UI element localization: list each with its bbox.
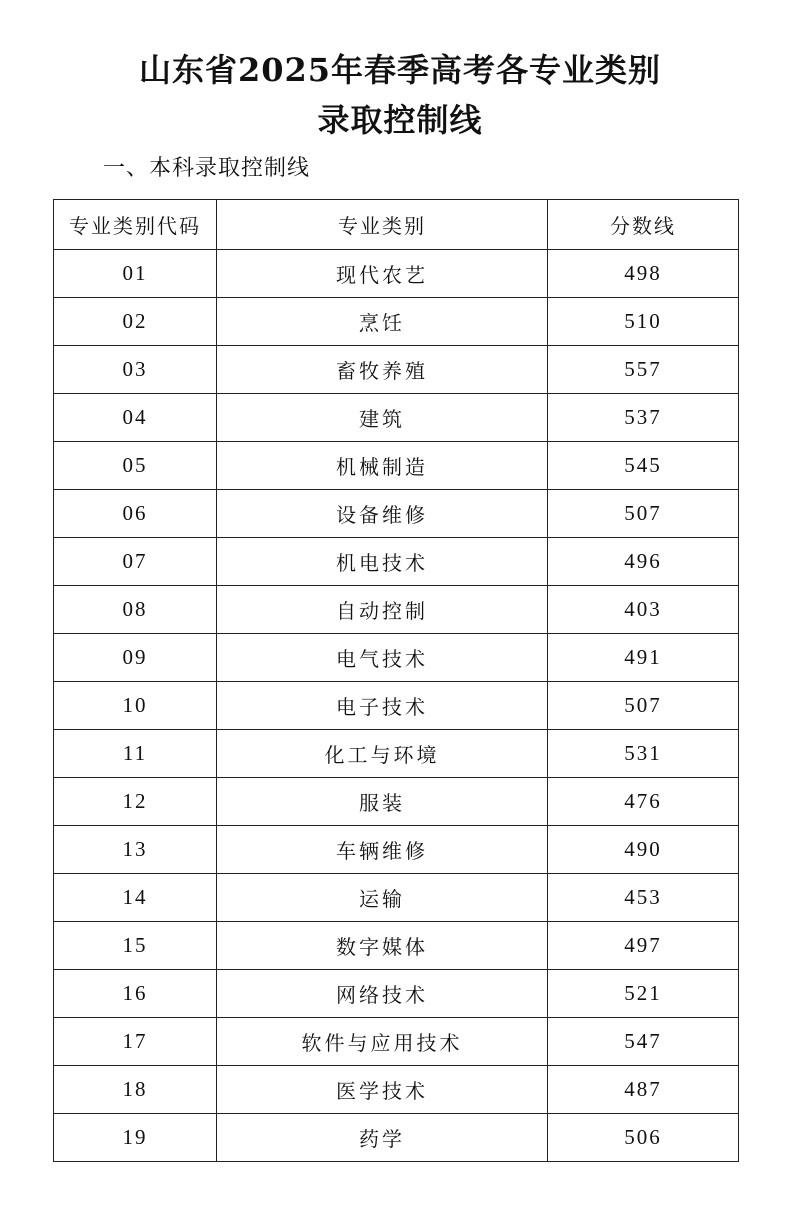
category-cell: 药学 bbox=[217, 1114, 548, 1162]
category-cell: 机电技术 bbox=[217, 538, 548, 586]
code-cell: 04 bbox=[54, 394, 217, 442]
table-row bbox=[54, 490, 739, 538]
category-cell: 电子技术 bbox=[217, 682, 548, 730]
score-cell: 491 bbox=[548, 634, 739, 682]
category-cell: 现代农艺 bbox=[217, 250, 548, 298]
score-cell: 498 bbox=[548, 250, 739, 298]
table-row bbox=[54, 634, 739, 682]
code-cell: 10 bbox=[54, 682, 217, 730]
document-title-line-1: 山东省2025年春季高考各专业类别 bbox=[138, 51, 662, 89]
category-cell: 机械制造 bbox=[217, 442, 548, 490]
category-cell: 建筑 bbox=[217, 394, 548, 442]
table-row bbox=[54, 538, 739, 586]
section-heading: 一、本科录取控制线 bbox=[103, 156, 311, 181]
score-cell: 496 bbox=[548, 538, 739, 586]
score-cell: 487 bbox=[548, 1066, 739, 1114]
category-cell: 畜牧养殖 bbox=[217, 346, 548, 394]
category-cell: 服装 bbox=[217, 778, 548, 826]
header-category: 专业类别 bbox=[217, 200, 548, 250]
table-row bbox=[54, 1114, 739, 1162]
code-cell: 12 bbox=[54, 778, 217, 826]
table-row bbox=[54, 346, 739, 394]
table-row bbox=[54, 586, 739, 634]
table-row bbox=[54, 1066, 739, 1114]
admission-score-table bbox=[53, 199, 739, 1162]
category-cell: 软件与应用技术 bbox=[217, 1018, 548, 1066]
code-cell: 08 bbox=[54, 586, 217, 634]
score-cell: 490 bbox=[548, 826, 739, 874]
category-cell: 数字媒体 bbox=[217, 922, 548, 970]
table-row bbox=[54, 250, 739, 298]
table-body bbox=[54, 250, 739, 1162]
code-cell: 13 bbox=[54, 826, 217, 874]
score-cell: 531 bbox=[548, 730, 739, 778]
score-cell: 521 bbox=[548, 970, 739, 1018]
document-title-line-2: 录取控制线 bbox=[317, 101, 483, 139]
category-cell: 医学技术 bbox=[217, 1066, 548, 1114]
code-cell: 14 bbox=[54, 874, 217, 922]
code-cell: 03 bbox=[54, 346, 217, 394]
score-cell: 507 bbox=[548, 490, 739, 538]
header-code: 专业类别代码 bbox=[54, 200, 217, 250]
category-cell: 车辆维修 bbox=[217, 826, 548, 874]
table-row bbox=[54, 682, 739, 730]
table-row bbox=[54, 778, 739, 826]
code-cell: 17 bbox=[54, 1018, 217, 1066]
category-cell: 设备维修 bbox=[217, 490, 548, 538]
score-cell: 547 bbox=[548, 1018, 739, 1066]
score-cell: 403 bbox=[548, 586, 739, 634]
table-row bbox=[54, 922, 739, 970]
score-cell: 453 bbox=[548, 874, 739, 922]
code-cell: 02 bbox=[54, 298, 217, 346]
code-cell: 09 bbox=[54, 634, 217, 682]
table-header-row bbox=[54, 200, 739, 250]
code-cell: 01 bbox=[54, 250, 217, 298]
table-row bbox=[54, 874, 739, 922]
table-row bbox=[54, 298, 739, 346]
category-cell: 烹饪 bbox=[217, 298, 548, 346]
table-row bbox=[54, 826, 739, 874]
category-cell: 自动控制 bbox=[217, 586, 548, 634]
score-cell: 476 bbox=[548, 778, 739, 826]
code-cell: 06 bbox=[54, 490, 217, 538]
category-cell: 网络技术 bbox=[217, 970, 548, 1018]
category-cell: 运输 bbox=[217, 874, 548, 922]
score-cell: 510 bbox=[548, 298, 739, 346]
code-cell: 18 bbox=[54, 1066, 217, 1114]
code-cell: 05 bbox=[54, 442, 217, 490]
table-row bbox=[54, 970, 739, 1018]
table-row bbox=[54, 1018, 739, 1066]
code-cell: 19 bbox=[54, 1114, 217, 1162]
score-cell: 557 bbox=[548, 346, 739, 394]
score-cell: 497 bbox=[548, 922, 739, 970]
code-cell: 15 bbox=[54, 922, 217, 970]
table-row bbox=[54, 442, 739, 490]
table-row bbox=[54, 394, 739, 442]
code-cell: 07 bbox=[54, 538, 217, 586]
table-row bbox=[54, 730, 739, 778]
score-cell: 507 bbox=[548, 682, 739, 730]
code-cell: 16 bbox=[54, 970, 217, 1018]
code-cell: 11 bbox=[54, 730, 217, 778]
category-cell: 电气技术 bbox=[217, 634, 548, 682]
score-cell: 545 bbox=[548, 442, 739, 490]
header-score: 分数线 bbox=[548, 200, 739, 250]
category-cell: 化工与环境 bbox=[217, 730, 548, 778]
score-cell: 537 bbox=[548, 394, 739, 442]
score-cell: 506 bbox=[548, 1114, 739, 1162]
